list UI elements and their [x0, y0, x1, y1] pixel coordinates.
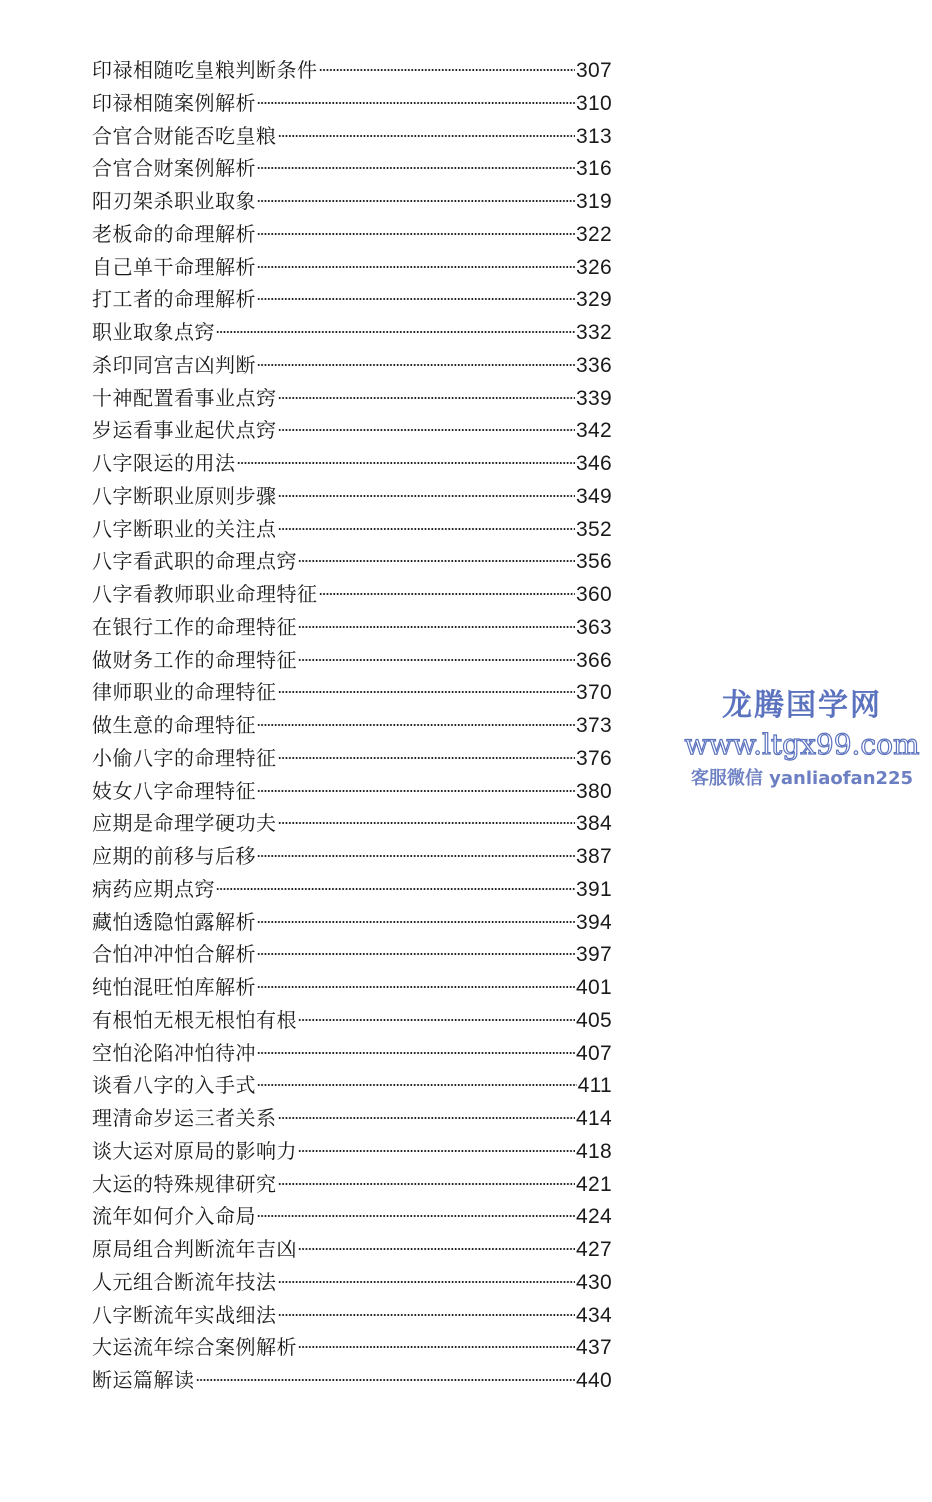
toc-dot-leader — [216, 329, 575, 335]
toc-entry-page-number: 326 — [576, 255, 612, 279]
toc-entry-page-number: 376 — [576, 746, 612, 770]
toc-dot-leader — [257, 264, 575, 270]
toc-dot-leader — [257, 919, 575, 925]
toc-entry — [92, 152, 612, 185]
toc-entry-page-number: 430 — [576, 1270, 612, 1294]
watermark-title: 龙腾国学网 — [722, 688, 882, 723]
toc-dot-leader — [278, 820, 576, 826]
toc-dot-leader — [278, 526, 576, 532]
toc-dot-leader — [257, 296, 575, 302]
toc-dot-leader — [298, 1148, 575, 1154]
toc-dot-leader — [257, 1050, 575, 1056]
toc-dot-leader — [298, 624, 575, 630]
toc-entry-page-number: 363 — [576, 615, 612, 639]
toc-entry-title: 谈大运对原局的影响力 — [92, 1138, 297, 1163]
toc-dot-leader — [196, 1377, 576, 1383]
toc-entry — [92, 644, 612, 677]
toc-entry-page-number: 380 — [576, 779, 612, 803]
toc-entry-title: 空怕沦陷冲怕待冲 — [92, 1040, 256, 1065]
watermark-url: www.ltgx99.com — [684, 728, 920, 761]
toc-entry-page-number: 356 — [576, 550, 612, 574]
toc-entry — [92, 120, 612, 153]
watermark — [682, 686, 922, 794]
toc-entry — [92, 1069, 612, 1102]
toc-dot-leader — [298, 1017, 575, 1023]
toc-dot-leader — [319, 591, 576, 597]
toc-entry — [92, 742, 612, 775]
toc-entry-title: 大运的特殊规律研究 — [92, 1171, 277, 1196]
toc-dot-leader — [257, 1082, 577, 1088]
toc-entry-title: 打工者的命理解析 — [92, 287, 256, 312]
toc-entry — [92, 185, 612, 218]
toc-entry-title: 律师职业的命理特征 — [92, 680, 277, 705]
toc-entry-title: 应期的前移与后移 — [92, 844, 256, 868]
toc-entry-title: 八字断职业的关注点 — [92, 516, 277, 541]
toc-entry — [92, 513, 612, 546]
toc-entry-title: 印禄相随案例解析 — [92, 90, 256, 115]
toc-entry — [92, 938, 612, 971]
toc-entry-title: 八字断流年实战细法 — [92, 1302, 277, 1327]
toc-entry-page-number: 440 — [576, 1369, 612, 1392]
toc-entry-title: 十神配置看事业点窍 — [92, 385, 277, 410]
toc-entry-title: 八字看武职的命理点窍 — [92, 549, 297, 574]
toc-entry-page-number: 332 — [576, 321, 612, 344]
toc-dot-leader — [257, 165, 575, 171]
toc-entry-title: 印禄相随吃皇粮判断条件 — [92, 58, 318, 82]
toc-entry — [92, 840, 612, 873]
toc-entry — [92, 251, 612, 284]
toc-entry-title: 岁运看事业起伏点窍 — [92, 418, 277, 443]
toc-entry-title: 在银行工作的命理特征 — [92, 614, 297, 639]
toc-entry-page-number: 339 — [576, 386, 612, 410]
toc-entry — [92, 578, 612, 611]
toc-entry-page-number: 427 — [576, 1238, 612, 1261]
toc-entry-page-number: 310 — [576, 91, 612, 115]
toc-entry-title: 小偷八字的命理特征 — [92, 745, 277, 770]
toc-dot-leader — [278, 1279, 576, 1285]
toc-dot-leader — [278, 493, 576, 499]
toc-entry — [92, 1135, 612, 1168]
toc-entry — [92, 1200, 612, 1233]
toc-entry — [92, 218, 612, 251]
toc-entry — [92, 807, 612, 840]
toc-entry-page-number: 342 — [576, 419, 612, 443]
toc-entry-page-number: 405 — [576, 1008, 612, 1032]
toc-entry-page-number: 319 — [576, 190, 612, 213]
toc-entry-title: 断运篇解读 — [92, 1368, 195, 1392]
toc-entry-title: 职业取象点窍 — [92, 320, 215, 344]
toc-dot-leader — [257, 722, 575, 728]
toc-dot-leader — [257, 100, 575, 106]
table-of-contents — [92, 54, 612, 1397]
toc-dot-leader — [257, 951, 575, 957]
toc-dot-leader — [278, 395, 576, 401]
toc-entry-page-number: 418 — [576, 1139, 612, 1163]
toc-entry-page-number: 313 — [576, 124, 612, 148]
toc-entry — [92, 1233, 612, 1266]
toc-dot-leader — [298, 1246, 575, 1252]
toc-dot-leader — [278, 1312, 576, 1318]
toc-entry-title: 做财务工作的命理特征 — [92, 647, 297, 672]
toc-entry-page-number: 370 — [576, 681, 612, 705]
toc-entry — [92, 414, 612, 447]
toc-entry-title: 人元组合断流年技法 — [92, 1269, 277, 1294]
toc-entry — [92, 382, 612, 415]
toc-dot-leader — [257, 788, 575, 794]
toc-entry-title: 应期是命理学硬功夫 — [92, 811, 277, 836]
toc-entry-page-number: 346 — [576, 452, 612, 475]
toc-entry — [92, 447, 612, 480]
toc-entry-page-number: 352 — [576, 517, 612, 541]
toc-entry — [92, 1004, 612, 1037]
toc-entry-page-number: 366 — [576, 648, 612, 672]
toc-dot-leader — [257, 984, 575, 990]
toc-dot-leader — [257, 853, 575, 859]
toc-entry — [92, 1168, 612, 1201]
toc-dot-leader — [257, 1213, 575, 1219]
toc-dot-leader — [216, 886, 575, 892]
toc-entry-page-number: 411 — [577, 1074, 612, 1098]
toc-entry-title: 自己单干命理解析 — [92, 254, 256, 279]
toc-dot-leader — [237, 460, 576, 466]
toc-entry-title: 原局组合判断流年吉凶 — [92, 1237, 297, 1261]
toc-entry-title: 合官合财案例解析 — [92, 156, 256, 181]
toc-dot-leader — [278, 427, 576, 433]
toc-entry — [92, 1331, 612, 1364]
toc-entry-title: 藏怕透隐怕露解析 — [92, 909, 256, 934]
toc-entry-title: 老板命的命理解析 — [92, 221, 256, 246]
toc-entry — [92, 1364, 612, 1397]
toc-entry-page-number: 391 — [576, 877, 612, 901]
toc-entry-page-number: 394 — [576, 910, 612, 934]
toc-dot-leader — [298, 657, 575, 663]
toc-dot-leader — [278, 689, 576, 695]
toc-entry — [92, 545, 612, 578]
toc-entry-page-number: 322 — [576, 222, 612, 246]
toc-dot-leader — [278, 1181, 576, 1187]
toc-entry — [92, 1037, 612, 1070]
toc-entry-page-number: 349 — [576, 484, 612, 508]
toc-entry-page-number: 424 — [576, 1205, 612, 1229]
toc-entry-page-number: 360 — [576, 583, 612, 606]
toc-dot-leader — [278, 133, 576, 139]
toc-entry — [92, 1299, 612, 1332]
toc-dot-leader — [278, 755, 576, 761]
toc-dot-leader — [257, 362, 575, 368]
toc-entry-page-number: 329 — [576, 288, 612, 312]
toc-entry-title: 纯怕混旺怕库解析 — [92, 975, 256, 999]
toc-entry-title: 合怕冲冲怕合解析 — [92, 942, 256, 967]
toc-entry — [92, 87, 612, 120]
toc-entry-title: 理清命岁运三者关系 — [92, 1106, 277, 1130]
toc-dot-leader — [319, 67, 576, 73]
toc-entry-title: 杀印同宫吉凶判断 — [92, 352, 256, 377]
toc-entry-title: 妓女八字命理特征 — [92, 778, 256, 803]
toc-entry — [92, 54, 612, 87]
toc-entry — [92, 775, 612, 808]
toc-entry-page-number: 397 — [576, 943, 612, 967]
toc-entry — [92, 906, 612, 939]
toc-entry-title: 做生意的命理特征 — [92, 713, 256, 737]
toc-entry — [92, 611, 612, 644]
toc-entry-page-number: 316 — [576, 157, 612, 181]
toc-entry — [92, 349, 612, 382]
toc-entry-page-number: 421 — [576, 1172, 612, 1196]
toc-entry-page-number: 373 — [576, 714, 612, 737]
toc-entry — [92, 1266, 612, 1299]
toc-dot-leader — [257, 231, 575, 237]
toc-entry-page-number: 414 — [576, 1107, 612, 1130]
toc-entry — [92, 316, 612, 349]
toc-dot-leader — [298, 1344, 575, 1350]
toc-entry-page-number: 407 — [576, 1041, 612, 1065]
watermark-contact: 客服微信 yanliaofan225 — [690, 768, 914, 789]
toc-entry — [92, 1102, 612, 1135]
toc-entry-page-number: 434 — [576, 1303, 612, 1327]
toc-entry-page-number: 437 — [576, 1336, 612, 1360]
toc-entry-title: 大运流年综合案例解析 — [92, 1335, 297, 1360]
toc-entry-title: 八字看教师职业命理特征 — [92, 582, 318, 606]
toc-entry — [92, 873, 612, 906]
toc-entry-title: 阳刃架杀职业取象 — [92, 189, 256, 213]
toc-entry-title: 八字限运的用法 — [92, 451, 236, 475]
toc-entry-title: 流年如何介入命局 — [92, 1204, 256, 1229]
toc-entry-page-number: 307 — [576, 59, 612, 82]
toc-entry-title: 谈看八字的入手式 — [92, 1073, 256, 1098]
toc-entry-title: 合官合财能否吃皇粮 — [92, 123, 277, 148]
toc-entry-page-number: 384 — [576, 812, 612, 836]
toc-entry-title: 病药应期点窍 — [92, 876, 215, 901]
toc-entry — [92, 676, 612, 709]
toc-entry-title: 八字断职业原则步骤 — [92, 483, 277, 508]
toc-entry-page-number: 401 — [576, 976, 612, 999]
toc-entry — [92, 480, 612, 513]
toc-entry — [92, 709, 612, 742]
toc-dot-leader — [257, 198, 575, 204]
toc-entry-page-number: 336 — [576, 353, 612, 377]
toc-dot-leader — [298, 558, 575, 564]
toc-entry — [92, 971, 612, 1004]
toc-entry-page-number: 387 — [576, 845, 612, 868]
toc-entry — [92, 283, 612, 316]
toc-dot-leader — [278, 1115, 576, 1121]
toc-entry-title: 有根怕无根无根怕有根 — [92, 1007, 297, 1032]
